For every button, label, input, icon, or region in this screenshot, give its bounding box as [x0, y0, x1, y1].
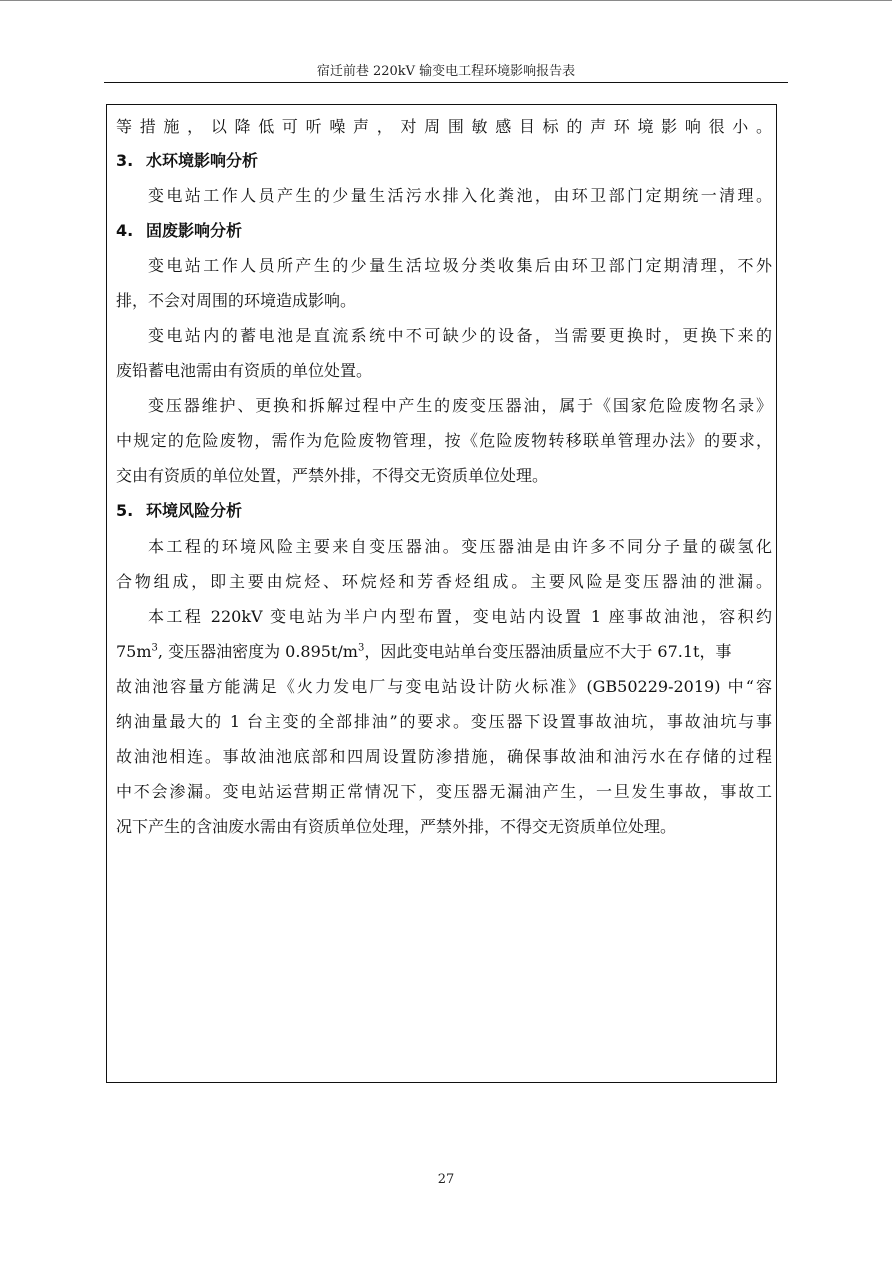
header-rule — [104, 82, 788, 83]
paragraph-line: 中不会渗漏。变电站运营期正常情况下，变压器无漏油产生，一旦发生事故，事故工 — [116, 782, 772, 801]
paragraph-line: 本工程的环境风险主要来自变压器油。变压器油是由许多不同分子量的碳氢化 — [148, 537, 772, 556]
page-top-border — [0, 0, 892, 1]
paragraph-line: 变电站内的蓄电池是直流系统中不可缺少的设备，当需要更换时，更换下来的 — [148, 326, 772, 345]
content-frame — [106, 104, 777, 1083]
superscript: 3 — [357, 642, 365, 654]
paragraph-line: 废铅蓄电池需由有资质的单位处置。 — [116, 361, 373, 380]
paragraph-line-with-superscripts — [116, 641, 772, 663]
section-number: 3. — [116, 151, 134, 170]
paragraph-line: 变电站工作人员所产生的少量生活垃圾分类收集后由环卫部门定期清理，不外 — [148, 256, 772, 275]
section-title: 环境风险分析 — [146, 501, 243, 520]
section-heading-water — [116, 150, 772, 172]
page-number: 27 — [437, 1172, 455, 1187]
density-text: , 变压器油密度为 0.895t/m — [157, 642, 358, 661]
paragraph-line: 等措施，以降低可听噪声，对周围敏感目标的声环境影响很小。 — [116, 117, 772, 136]
paragraph-line: 交由有资质的单位处置，严禁外排，不得交无资质单位处理。 — [116, 466, 549, 485]
paragraph-line: 纳油量最大的 1 台主变的全部排油”的要求。变压器下设置事故油坑，事故油坑与事 — [116, 712, 772, 731]
section-title: 水环境影响分析 — [146, 151, 259, 170]
section-number: 5. — [116, 501, 134, 520]
paragraph-line: 故油池相连。事故油池底部和四周设置防渗措施，确保事故油和油污水在存储的过程 — [116, 747, 772, 766]
section-heading-solid-waste — [116, 220, 772, 242]
mass-text: ，因此变电站单台变压器油质量应不大于 67.1t，事 — [364, 642, 732, 661]
section-number: 4. — [116, 221, 134, 240]
section-title: 固废影响分析 — [146, 221, 243, 240]
superscript: 3 — [151, 642, 158, 654]
section-heading-risk — [116, 500, 772, 522]
paragraph-line: 本工程 220kV 变电站为半户内型布置，变电站内设置 1 座事故油池，容积约 — [148, 607, 772, 626]
paragraph-line: 中规定的危险废物，需作为危险废物管理，按《危险废物转移联单管理办法》的要求， — [116, 431, 772, 450]
paragraph-line: 变压器维护、更换和拆解过程中产生的废变压器油，属于《国家危险废物名录》 — [148, 396, 772, 415]
paragraph-line: 况下产生的含油废水需由有资质单位处理，严禁外排，不得交无资质单位处理。 — [116, 817, 677, 836]
paragraph-line: 合物组成，即主要由烷烃、环烷烃和芳香烃组成。主要风险是变压器油的泄漏。 — [116, 572, 772, 591]
paragraph-line: 变电站工作人员产生的少量生活污水排入化粪池，由环卫部门定期统一清理。 — [148, 186, 772, 205]
volume-value: 75m — [116, 642, 152, 661]
paragraph-line: 排，不会对周围的环境造成影响。 — [116, 291, 357, 310]
running-header: 宿迁前巷 220kV 输变电工程环境影响报告表 — [316, 64, 576, 79]
paragraph-line: 故油池容量方能满足《火力发电厂与变电站设计防火标准》(GB50229-2019) 中“容 — [116, 677, 772, 696]
